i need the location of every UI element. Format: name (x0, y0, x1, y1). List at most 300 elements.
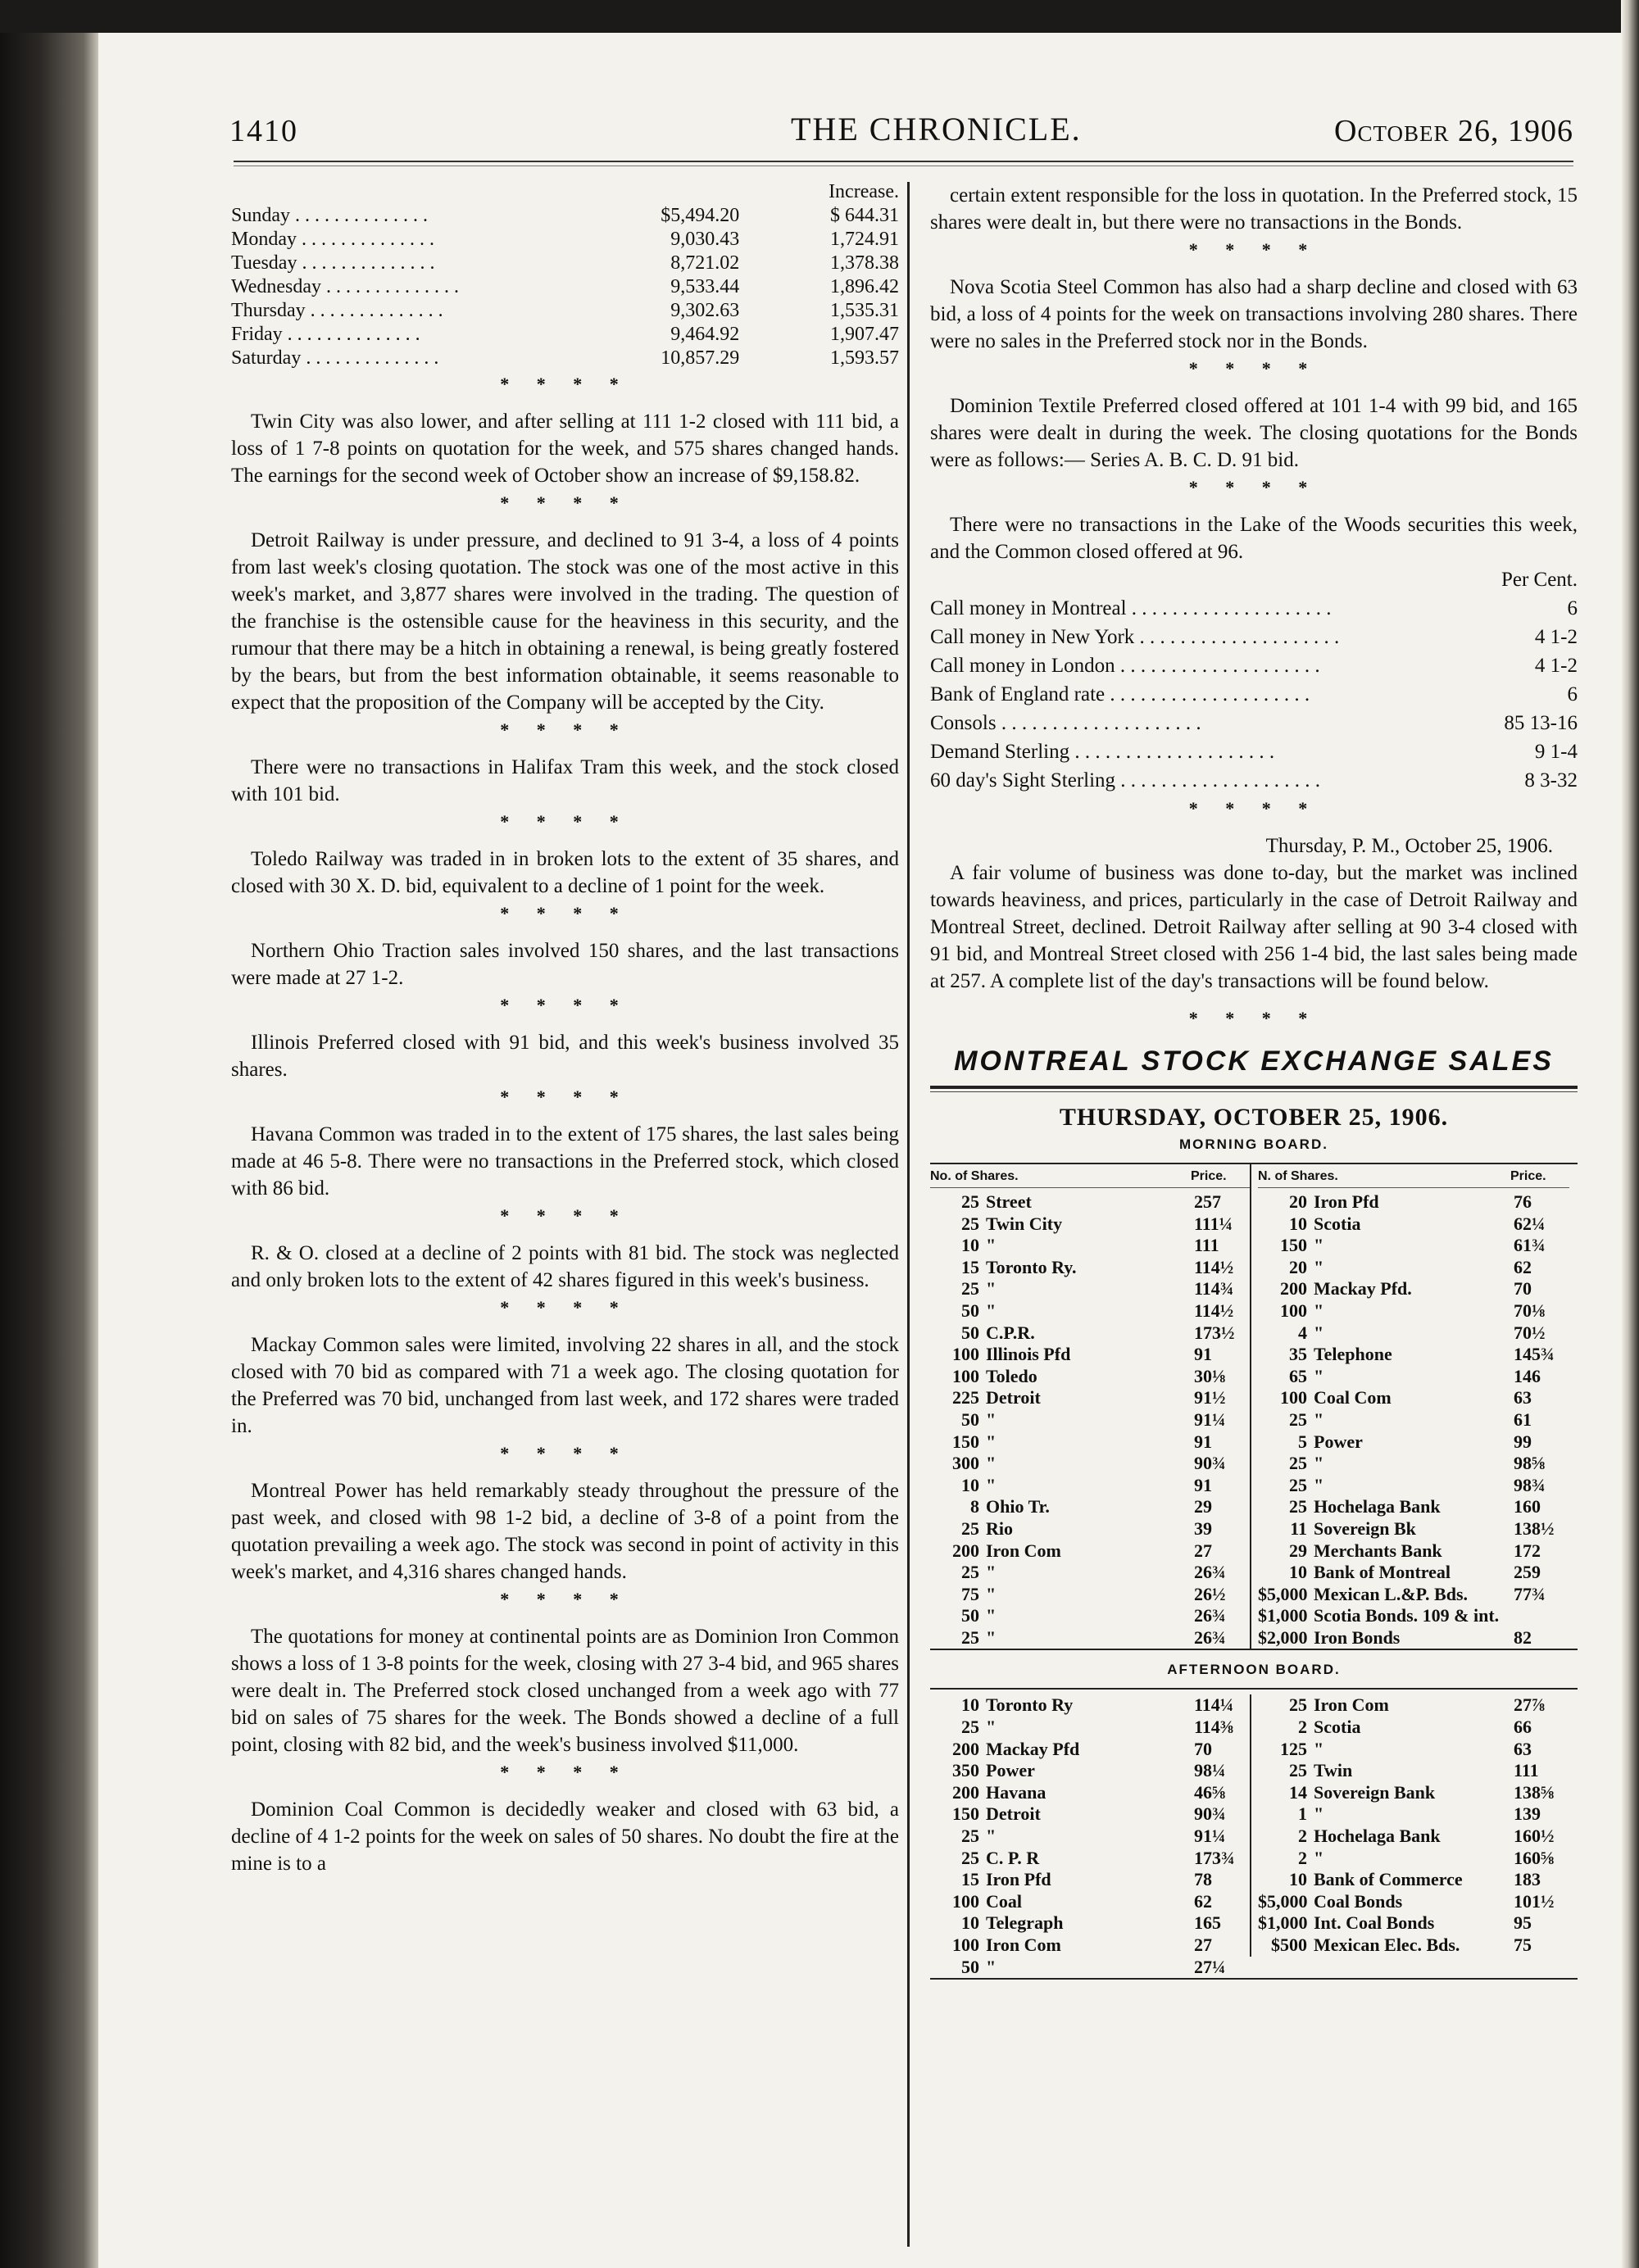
sale-row (930, 1431, 1250, 1454)
sale-row (930, 1235, 1250, 1257)
sale-stock: Merchants Bank (1314, 1540, 1442, 1561)
sale-shares: $500 (1271, 1935, 1307, 1955)
sale-stock: " (1314, 1803, 1324, 1825)
morning-left-head (930, 1164, 1250, 1188)
morning-left-half (930, 1164, 1250, 1649)
earnings-day: Thursday . . . . . . . . . . . . . . (231, 300, 443, 321)
sale-row (1258, 1605, 1569, 1627)
morning-board-label: MORNING BOARD. (1179, 1136, 1328, 1152)
sale-row (1258, 1322, 1569, 1345)
sale-shares: 35 (1289, 1344, 1307, 1365)
sale-stock: Mexican L.&P. Bds. (1314, 1583, 1469, 1604)
sale-price: 145¾ (1514, 1344, 1555, 1365)
sale-stock: Mackay Pfd. (1314, 1278, 1412, 1300)
sale-shares: 25 (1289, 1496, 1307, 1517)
sale-stock: Bank of Montreal (1314, 1562, 1451, 1583)
rate-label: Consols . . . . . . . . . . . . . . . . . . . . (930, 712, 1201, 734)
sale-price: 90¾ (1194, 1803, 1226, 1825)
sale-price: 98¾ (1514, 1474, 1546, 1495)
rate-label: Call money in New York . . . . . . . . . . . . . . . . . . . . (930, 626, 1340, 648)
sale-shares: 350 (952, 1760, 979, 1781)
earnings-increase: 1,378.38 (830, 252, 899, 274)
sale-price: 63 (1514, 1738, 1532, 1759)
sale-shares: 100 (952, 1344, 979, 1365)
sale-stock: " (986, 1431, 997, 1452)
sale-stock: Ohio Tr. (986, 1496, 1050, 1517)
sale-price: 91 (1194, 1344, 1212, 1365)
sale-price: 138⅝ (1514, 1781, 1555, 1803)
sale-row (1258, 1453, 1569, 1475)
sale-shares: 4 (1298, 1322, 1307, 1343)
sale-stock: " (986, 1408, 997, 1430)
sale-stock: Coal Com (1314, 1387, 1392, 1408)
sale-row (1258, 1344, 1569, 1366)
separator-stars: * * * * (500, 1762, 630, 1782)
earnings-amount: 10,857.29 (661, 347, 740, 369)
sale-row (1258, 1409, 1569, 1431)
sale-stock: Sovereign Bk (1314, 1517, 1416, 1539)
rate-row (930, 651, 1578, 680)
sale-stock: Mackay Pfd (986, 1738, 1080, 1759)
sale-price: 76 (1514, 1191, 1532, 1212)
sale-row (930, 1344, 1250, 1366)
sale-row (930, 1409, 1250, 1431)
sale-shares: 25 (961, 1278, 979, 1300)
rate-label: Bank of England rate . . . . . . . . . . . . . . . . . . . . (930, 683, 1310, 705)
sale-stock: Twin (1314, 1760, 1353, 1781)
sale-row (1258, 1431, 1569, 1454)
sale-price: 91¼ (1194, 1826, 1226, 1847)
sale-shares: 65 (1289, 1365, 1307, 1386)
sale-price: 27 (1194, 1540, 1212, 1561)
separator-stars: * * * * (500, 1443, 630, 1463)
separator-stars: * * * * (1188, 358, 1319, 379)
sale-row (930, 1912, 1250, 1935)
sale-stock: " (986, 1562, 997, 1583)
page-number: 1410 (229, 114, 298, 148)
sale-stock: Scotia (1314, 1213, 1361, 1234)
sale-row (930, 1694, 1250, 1717)
sale-shares: 25 (961, 1191, 979, 1212)
sale-stock: " (1314, 1300, 1324, 1321)
sale-price: 111 (1514, 1760, 1539, 1781)
paragraph: Havana Common was traded in to the extent of 175 shares, the last sales being made at 46 5-8. There were no transactions in the Preferred stock, which closed with 86 bid. (231, 1123, 899, 1200)
rate-value: 6 (1567, 597, 1578, 619)
sale-price: 91¼ (1194, 1408, 1226, 1430)
sale-shares: 2 (1298, 1826, 1307, 1847)
sale-row (1258, 1869, 1569, 1891)
mse-title: MONTREAL STOCK EXCHANGE SALES (954, 1046, 1554, 1077)
rate-label: 60 day's Sight Sterling . . . . . . . . . . . . . . . . . . . . (930, 769, 1321, 792)
sale-stock: Telegraph (986, 1912, 1064, 1934)
sale-stock: Hochelaga Bank (1314, 1496, 1441, 1517)
sale-stock: " (1314, 1847, 1324, 1868)
sale-stock: Street (986, 1191, 1032, 1212)
sale-stock: " (986, 1717, 997, 1738)
sale-price: 70 (1194, 1738, 1212, 1759)
sale-row (930, 1605, 1250, 1627)
earnings-row (231, 228, 899, 252)
sale-row (930, 1278, 1250, 1300)
paragraph: Twin City was also lower, and after selling at 111 1-2 closed with 111 bid, a loss of 1 7-8 points on quotation for the week, and 575 shares changed hands. The earnings for the second week of October show an increase of $9,158.82. (231, 411, 899, 487)
sale-stock: C.P.R. (986, 1322, 1035, 1343)
separator-stars: * * * * (1188, 477, 1319, 497)
sale-row (1258, 1826, 1569, 1848)
sale-price: 146 (1514, 1365, 1541, 1386)
earnings-increase: 1,907.47 (830, 324, 899, 345)
sale-row (930, 1213, 1250, 1236)
paragraph: Montreal Power has held remarkably steady throughout the pressure of the past week, and closed with 98 1-2 bid, a decline of 3-8 of a point from the quotation prevailing a week ago. The stock was second in point of activity in this week's market, and 4,316 shares changed hands. (231, 1480, 899, 1583)
sale-stock: " (986, 1626, 997, 1648)
sale-row (1258, 1694, 1569, 1717)
sale-shares: 225 (952, 1387, 979, 1408)
sale-price: 75 (1514, 1935, 1532, 1955)
sale-price: 27 (1194, 1935, 1212, 1955)
separator-stars: * * * * (500, 1589, 630, 1609)
sale-price: 99 (1514, 1431, 1532, 1452)
separator-stars: * * * * (500, 1297, 630, 1318)
sale-stock: Coal (986, 1890, 1022, 1912)
sale-row (930, 1191, 1250, 1213)
sale-price: 139 (1514, 1803, 1541, 1825)
sale-price: 98¼ (1194, 1760, 1226, 1781)
sale-stock: Iron Com (1314, 1694, 1389, 1716)
earnings-increase: 1,535.31 (830, 300, 899, 321)
rate-row (930, 680, 1578, 709)
sale-stock: Illinois Pfd (986, 1344, 1071, 1365)
earnings-day: Sunday . . . . . . . . . . . . . . (231, 205, 428, 226)
sale-row (930, 1366, 1250, 1388)
sale-shares: 100 (952, 1365, 979, 1386)
sale-row (1258, 1366, 1569, 1388)
col-price-label: Price. (1510, 1169, 1546, 1183)
sale-stock: Power (986, 1760, 1035, 1781)
sale-stock: " (1314, 1474, 1324, 1495)
rate-row (930, 709, 1578, 737)
sale-shares: 100 (952, 1890, 979, 1912)
earnings-amount: 9,302.63 (670, 300, 740, 321)
earnings-row (231, 252, 899, 275)
sale-price: 259 (1514, 1562, 1541, 1583)
separator-stars: * * * * (500, 719, 630, 740)
rate-row (930, 766, 1578, 795)
sale-row (1258, 1213, 1569, 1236)
separator-stars: * * * * (500, 374, 630, 394)
right-column (930, 182, 1578, 1980)
paragraph: Detroit Railway is under pressure, and declined to 91 3-4, a loss of 4 points from last week's closing quotation. The stock was one of the most active in this week's market, and 3,877 shares were involved in the trading. The question of the franchise is the ostensible cause for the heaviness in this security, and the rumour that there may be a hitch in obtaining a renewal, is being greatly fostered by the bears, but from the best information obtainable, it seems reasonable to expect that the proposition of the Company will be accepted by the City. (231, 529, 899, 714)
sale-price: 27⅞ (1514, 1694, 1546, 1716)
sale-stock: Power (1314, 1431, 1363, 1452)
increase-header: Increase. (829, 181, 899, 202)
sale-stock: Twin City (986, 1213, 1063, 1234)
money-rates-table (930, 565, 1578, 795)
sale-row (1258, 1300, 1569, 1322)
sale-shares: 150 (952, 1431, 979, 1452)
sale-shares: 11 (1290, 1517, 1307, 1539)
sale-shares: $1,000 (1258, 1912, 1308, 1934)
sale-shares: 100 (1280, 1387, 1307, 1408)
sale-stock: Detroit (986, 1803, 1041, 1825)
sale-row (1258, 1257, 1569, 1279)
sale-price: 29 (1194, 1496, 1212, 1517)
sale-price: 183 (1514, 1869, 1541, 1890)
sale-shares: 25 (961, 1626, 979, 1648)
paragraph: Illinois Preferred closed with 91 bid, and this week's business involved 35 shares. (231, 1032, 899, 1081)
earnings-day: Monday . . . . . . . . . . . . . . (231, 229, 434, 250)
sale-price: 63 (1514, 1387, 1532, 1408)
morning-right-head (1258, 1164, 1569, 1188)
sale-stock: Iron Pfd (1314, 1191, 1379, 1212)
issue-date: October 26, 1906 (1334, 114, 1573, 148)
sale-shares: 25 (1289, 1453, 1307, 1474)
sale-stock: Iron Pfd (986, 1869, 1051, 1890)
sale-price: 173¾ (1194, 1847, 1235, 1868)
sale-price: 77¾ (1514, 1583, 1546, 1604)
sale-price: 111¼ (1194, 1213, 1233, 1234)
sale-row (1258, 1387, 1569, 1409)
sale-price: 26¾ (1194, 1562, 1226, 1583)
sale-shares: 10 (961, 1235, 979, 1256)
sale-stock: Scotia (1314, 1717, 1361, 1738)
sale-price: 61¾ (1514, 1235, 1546, 1256)
sale-row (930, 1717, 1250, 1739)
morning-right-rows (1258, 1191, 1569, 1649)
sale-shares: 25 (961, 1717, 979, 1738)
sale-stock: Rio (986, 1517, 1013, 1539)
separator-stars: * * * * (1188, 1008, 1319, 1028)
col-shares-label: No. of Shares. (930, 1169, 1019, 1183)
column-divider (907, 182, 910, 2247)
sale-row (1258, 1760, 1569, 1782)
sale-shares: 25 (1289, 1474, 1307, 1495)
sale-price: 61 (1514, 1408, 1532, 1430)
sale-price: 82 (1514, 1626, 1532, 1648)
sale-shares: 10 (1289, 1562, 1307, 1583)
sale-stock: Coal Bonds (1314, 1890, 1403, 1912)
sale-row (930, 1518, 1250, 1540)
earnings-amount: 8,721.02 (670, 252, 740, 274)
sale-price: 114⅜ (1194, 1717, 1234, 1738)
rates-rows (930, 594, 1578, 795)
sale-row (930, 1869, 1250, 1891)
sale-shares: 1 (1298, 1803, 1307, 1825)
sale-shares: 25 (1289, 1408, 1307, 1430)
afternoon-left-half (930, 1694, 1250, 1978)
sale-price: 165 (1194, 1912, 1221, 1934)
separator-stars: * * * * (500, 1086, 630, 1107)
earnings-amount: 9,464.92 (670, 324, 740, 345)
rate-row (930, 737, 1578, 766)
sale-price: 257 (1194, 1191, 1221, 1212)
rate-row (930, 623, 1578, 651)
earnings-increase: $ 644.31 (830, 205, 899, 226)
sale-row (1258, 1562, 1569, 1584)
rate-value: 9 1-4 (1534, 741, 1578, 763)
sale-stock: Telephone (1314, 1344, 1392, 1365)
sale-row (930, 1957, 1250, 1979)
sale-stock: " (986, 1278, 997, 1300)
sale-row (930, 1739, 1250, 1761)
sale-price: 98⅝ (1514, 1453, 1546, 1474)
sale-shares: 150 (1280, 1235, 1307, 1256)
sale-stock: " (1314, 1365, 1324, 1386)
scan-right-edge (1621, 0, 1639, 2268)
sale-row (930, 1782, 1250, 1804)
sale-stock: Iron Com (986, 1540, 1061, 1561)
earnings-increase: 1,593.57 (830, 347, 899, 369)
rate-label: Demand Sterling . . . . . . . . . . . . . . . . . . . . (930, 741, 1275, 763)
sale-price: 62 (1514, 1256, 1532, 1277)
sale-row (930, 1387, 1250, 1409)
morning-board-table (930, 1163, 1578, 1650)
rates-header: Per Cent. (1501, 569, 1578, 591)
sale-shares: 150 (952, 1803, 979, 1825)
sale-stock: " (1314, 1235, 1324, 1256)
sale-shares: 25 (961, 1562, 979, 1583)
paragraph: The quotations for money at continental points are as Dominion Iron Common shows a loss of 1 3-8 points for the week, closing with 27 3-4 bid, and 965 shares were dealt in. The Preferred stock closed unchanged from a week ago with 77 bid on sales of 75 shares for the week. The Bonds showed a decline of a full point, closing with 82 bid, and the week's business involved $11,000. (231, 1626, 899, 1756)
rate-value: 4 1-2 (1534, 626, 1578, 648)
paragraph: Toledo Railway was traded in in broken lots to the extent of 35 shares, and closed with 30 X. D. bid, equivalent to a decline of 1 point for the week. (231, 848, 899, 897)
sale-shares: 50 (961, 1956, 979, 1977)
sale-row (930, 1627, 1250, 1649)
sale-shares: 8 (970, 1496, 979, 1517)
sale-shares: 25 (961, 1847, 979, 1868)
sale-price: 114½ (1194, 1256, 1234, 1277)
sale-stock: " (986, 1300, 997, 1321)
sale-price: 91½ (1194, 1387, 1226, 1408)
sale-stock: " (1314, 1322, 1324, 1343)
sale-row (930, 1540, 1250, 1563)
sale-stock: " (1314, 1453, 1324, 1474)
mse-rule-thick (930, 1086, 1578, 1089)
earnings-day: Saturday . . . . . . . . . . . . . . (231, 347, 439, 369)
sale-stock: " (986, 1453, 997, 1474)
sale-row (930, 1322, 1250, 1345)
sale-row (1258, 1584, 1569, 1606)
sale-row (1258, 1540, 1569, 1563)
sale-shares: 29 (1289, 1540, 1307, 1561)
sale-row (1258, 1935, 1569, 1957)
sale-row (930, 1496, 1250, 1518)
sale-stock: " (986, 1235, 997, 1256)
paragraph: Mackay Common sales were limited, involving 22 shares in all, and the stock closed with 70 bid as compared with 71 a week ago. The closing quotation for the Preferred was 70 bid, unchanged from last week, and 172 shares were traded in. (231, 1334, 899, 1437)
sale-row (1258, 1782, 1569, 1804)
rate-row (930, 594, 1578, 623)
sale-shares: 100 (952, 1935, 979, 1955)
sale-row (1258, 1739, 1569, 1761)
earnings-increase: 1,724.91 (830, 229, 899, 250)
earnings-day: Friday . . . . . . . . . . . . . . (231, 324, 420, 345)
sale-shares: 200 (1280, 1278, 1307, 1300)
sale-stock: Iron Com (986, 1935, 1061, 1955)
sale-price: 91 (1194, 1431, 1212, 1452)
sale-stock: Hochelaga Bank (1314, 1826, 1441, 1847)
sale-shares: $5,000 (1258, 1890, 1308, 1912)
sale-price: 46⅝ (1194, 1781, 1226, 1803)
sale-row (1258, 1475, 1569, 1497)
sale-shares: $5,000 (1258, 1583, 1308, 1604)
sale-price: 26½ (1194, 1583, 1226, 1604)
rate-label: Call money in London . . . . . . . . . . . . . . . . . . . . (930, 655, 1320, 677)
sale-stock: Toronto Ry. (986, 1256, 1077, 1277)
sale-shares: 10 (961, 1912, 979, 1934)
earnings-rows (231, 204, 899, 370)
rate-value: 6 (1567, 683, 1578, 705)
sale-stock: Sovereign Bank (1314, 1781, 1436, 1803)
sale-row (1258, 1278, 1569, 1300)
afternoon-right-half (1250, 1694, 1569, 1956)
separator-stars: * * * * (500, 903, 630, 923)
sale-price: 27¼ (1194, 1956, 1226, 1977)
morning-left-rows (930, 1191, 1250, 1649)
paragraph: Dominion Coal Common is decidedly weaker and closed with 63 bid, a decline of 4 1-2 points for the week on sales of 50 shares. No doubt the fire at the mine is to a (231, 1799, 899, 1875)
sale-stock: " (986, 1956, 997, 1977)
sale-shares: 200 (952, 1738, 979, 1759)
sale-shares: 125 (1280, 1738, 1307, 1759)
sale-price: 172 (1514, 1540, 1541, 1561)
sale-price: 95 (1514, 1912, 1532, 1934)
sale-price: 160 (1514, 1496, 1541, 1517)
rate-label: Call money in Montreal . . . . . . . . . . . . . . . . . . . . (930, 597, 1332, 619)
sale-row (930, 1760, 1250, 1782)
sale-row (1258, 1518, 1569, 1540)
separator-stars: * * * * (500, 1205, 630, 1226)
sale-stock: Toronto Ry (986, 1694, 1074, 1716)
sale-row (930, 1584, 1250, 1606)
sale-row (1258, 1803, 1569, 1826)
sale-shares: 300 (952, 1453, 979, 1474)
paragraph: There were no transactions in the Lake of the Woods securities this week, and the Common closed offered at 96. (930, 514, 1578, 563)
sale-price: 70⅛ (1514, 1300, 1546, 1321)
thursday-report: A fair volume of business was done to-day, but the market was inclined towards heaviness, and prices, particularly in the case of Detroit Railway and Montreal Street, declined. Detroit Railway after selling at 90 3-4 closed with 91 bid, and Montreal Street closed with 256 1-4 bid, the last sales being made at 257. A complete list of the day's transactions will be found below. (930, 862, 1578, 992)
sale-shares: 25 (1289, 1694, 1307, 1716)
sale-shares: 100 (1280, 1300, 1307, 1321)
sale-row (1258, 1627, 1569, 1649)
sale-row (1258, 1235, 1569, 1257)
sale-shares: 2 (1298, 1847, 1307, 1868)
sale-shares: 25 (1289, 1760, 1307, 1781)
sale-row (1258, 1191, 1569, 1213)
paragraph: There were no transactions in Halifax Tram this week, and the stock closed with 101 bid. (231, 756, 899, 805)
earnings-day: Tuesday . . . . . . . . . . . . . . (231, 252, 435, 274)
sale-row (930, 1826, 1250, 1848)
sale-price: 62¼ (1514, 1213, 1546, 1234)
sale-shares: $1,000 (1258, 1605, 1308, 1626)
sale-shares: 25 (961, 1213, 979, 1234)
sale-shares: 25 (961, 1826, 979, 1847)
rate-value: 85 13-16 (1504, 712, 1578, 734)
earnings-amount: $5,494.20 (661, 205, 740, 226)
paragraph: Dominion Textile Preferred closed offered at 101 1-4 with 99 bid, and 165 shares were dealt in during the week. The closing quotations for the Bonds were as follows:— Series A. B. C. D. 91 bid. (930, 395, 1578, 471)
sale-shares: 50 (961, 1408, 979, 1430)
sale-price: 66 (1514, 1717, 1532, 1738)
sale-shares: 50 (961, 1300, 979, 1321)
sale-shares: 15 (961, 1256, 979, 1277)
thursday-dateline: Thursday, P. M., October 25, 1906. (1265, 835, 1553, 857)
sale-row (1258, 1496, 1569, 1518)
sale-price: 70 (1514, 1278, 1532, 1300)
sale-price: 78 (1194, 1869, 1212, 1890)
sale-stock: Toledo (986, 1365, 1037, 1386)
earnings-row (231, 323, 899, 347)
earnings-row (231, 299, 899, 323)
book-binding (0, 0, 98, 2268)
sale-row (930, 1300, 1250, 1322)
header-rule (234, 161, 1573, 162)
afternoon-right-rows (1258, 1694, 1569, 1956)
sale-stock: Bank of Commerce (1314, 1869, 1463, 1890)
paragraph: Nova Scotia Steel Common has also had a sharp decline and closed with 63 bid, a loss of 4 points for the week on transactions involving 280 shares. There were no sales in the Preferred stock nor in the Bonds. (930, 276, 1578, 352)
